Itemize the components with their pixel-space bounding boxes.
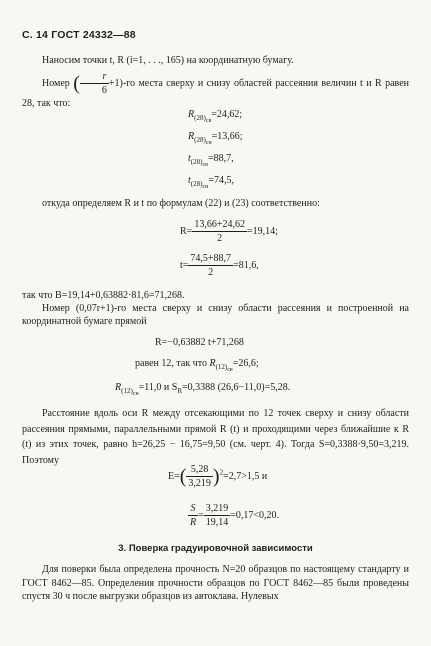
equation-r12-lower: $R_{(12)сн}=11,0$ и $S_R=0,3388$ (26,6−11,0)=5,28.	[115, 382, 291, 397]
paragraph-b-value: так что B=19,14+0,63882·81,6=71,268.	[22, 290, 185, 301]
equation-t-mean: t= $\frac{74,5+88,7}{2}$ =81,6,	[180, 253, 259, 278]
equation-r-mean: R= $\frac{13,66+24,62}{2}$ =19,14;	[180, 219, 278, 244]
equation-r28-lower: $R_{(28)сн}=13,66$;	[188, 131, 243, 146]
equation-r28-upper: $R_{(28)св}=24,62$;	[188, 109, 243, 124]
page-header: С. 14 ГОСТ 24332—88	[22, 29, 136, 41]
equation-t28-lower: $t_{(28)сн}=74,5$,	[188, 175, 234, 190]
equation-line: R=−0,63882 t+71,268	[155, 337, 244, 348]
equation-t28-upper: $t_{(28)св}=88,7$,	[188, 153, 234, 168]
equation-e: E=( $\frac{5,28}{3,219}$ )$^2$=2,7>1,5 и	[168, 464, 268, 489]
equation-r12-upper: равен 12, так что $R_{(12)св}=26,6$;	[135, 358, 259, 373]
paragraph-line-places: Номер (0,07r+1)-го места сверху и снизу области рассеяния и построенной на координатной бумаге прямой	[22, 303, 409, 327]
equation-s-over-r: $\frac{S}{R}$ = $\frac{3,219}{19,14}$ =0,17<0,20.	[190, 503, 280, 528]
paragraph-determine: откуда определяем R и t по формулам (22) и (23) соответственно:	[42, 198, 320, 209]
paragraph-points: Наносим точки t, R (i=1, . . ., 165) на координатную бумагу.	[42, 55, 294, 66]
paragraph-number-places: Номер ( $\frac{r}{6}$ +1)-го места сверху и снизу областей рассеяния величин t и R равен 28, так что:	[22, 71, 409, 109]
section-title: 3. Поверка градуировочной зависимости	[118, 543, 313, 554]
paragraph-verification: Для поверки была определена прочность N=20 образцов по настоящему стандарту и ГОСТ 8462—85. Определения прочности образцов по ГОСТ 8462—85 были проведены спустя 30 ч после выгрузки образцов из автоклава. Нулевых	[22, 564, 409, 602]
paragraph-distance: Расстояние вдоль оси R между отсекающими по 12 точек сверху и снизу области рассеяния прямыми, параллельными прямой R (t) и проходящими через ближайшие к R (t) из этих точек, равно h=26,25 − 16,75=9,50 (см. черт. 4). Тогда S=0,3388·9,50=3,219. Поэтому	[22, 408, 409, 466]
